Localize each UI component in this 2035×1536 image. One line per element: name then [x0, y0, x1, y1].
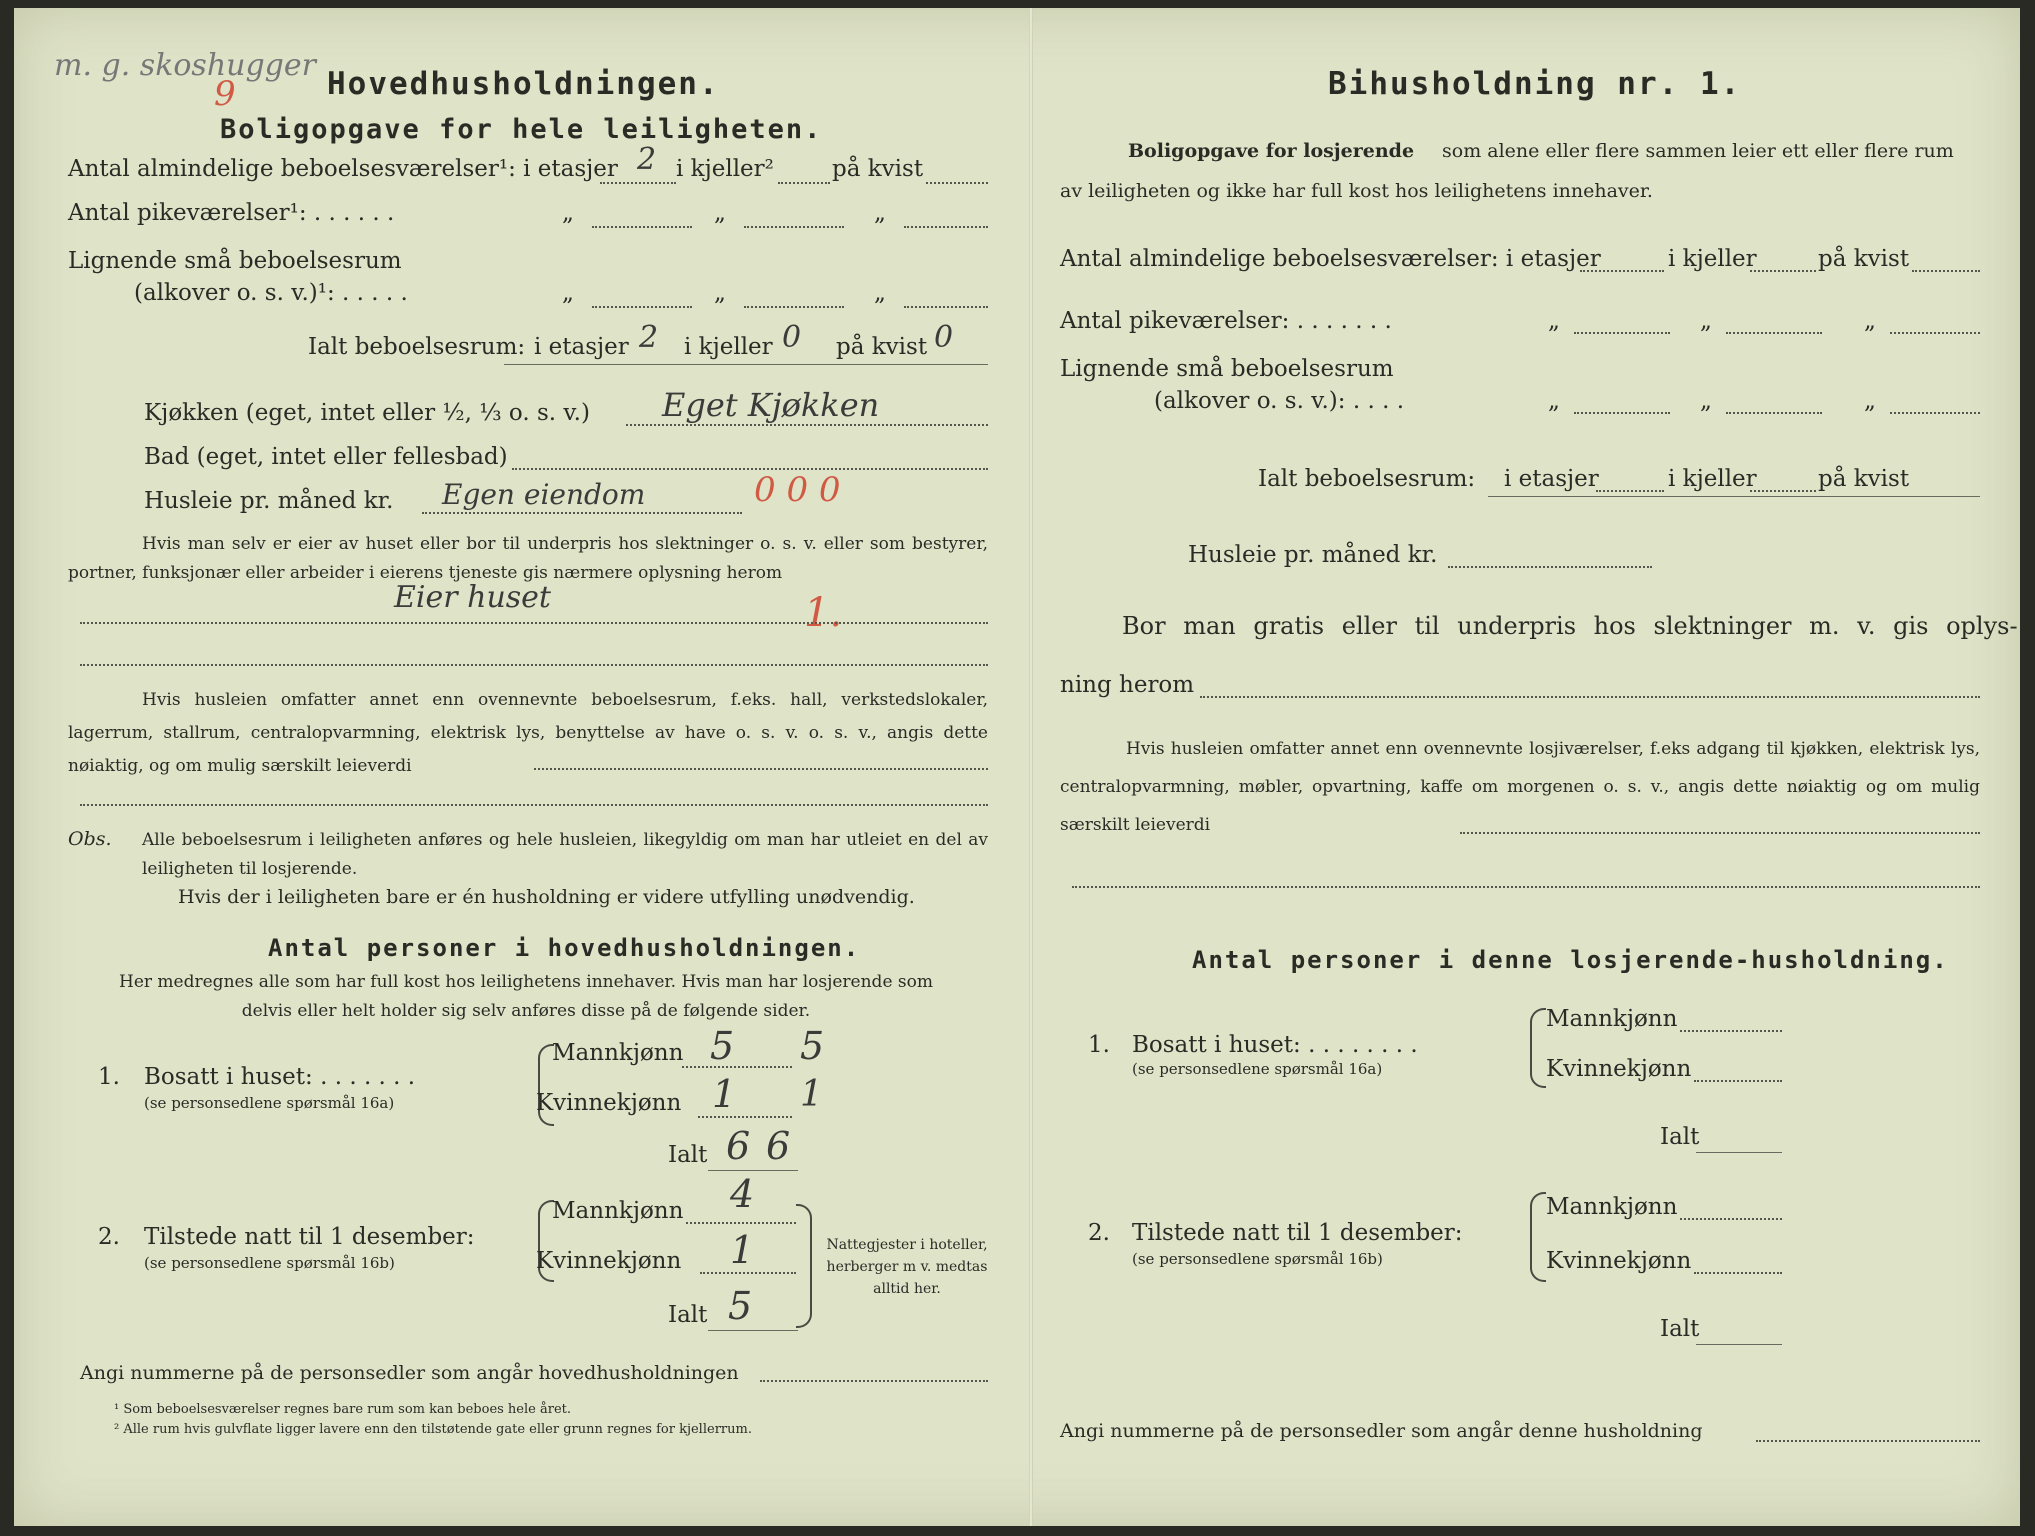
angi-text: Angi nummerne på de personsedler som angår hovedhusholdningen [80, 1362, 739, 1384]
q1-ialt-label: Ialt [668, 1142, 708, 1168]
ditto-mark: „ [1700, 388, 1712, 414]
ditto-mark: „ [874, 200, 886, 226]
q1-number: 1. [98, 1064, 120, 1090]
obs-text-2: Hvis der i leiligheten bare er én husholdning er videre utfylling unødvendig. [178, 886, 915, 908]
ditto-mark: „ [1864, 388, 1876, 414]
kvist-label: på kvist [832, 156, 924, 182]
ditto-mark: „ [1548, 308, 1560, 334]
eier-red-annotation: 1. [804, 590, 843, 636]
right-husleie-label: Husleie pr. måned kr. [1188, 542, 1438, 568]
right-persons-title: Antal personer i denne losjerende-husholdning. [1192, 946, 1949, 974]
q2-label: Tilstede natt til 1 desember: [144, 1224, 475, 1250]
q1-mann-value[interactable]: 5 [710, 1024, 735, 1068]
q2-mann-value[interactable]: 4 [730, 1172, 755, 1216]
q2-kvinne-value[interactable]: 1 [730, 1228, 755, 1272]
right-title: Bihusholdning nr. 1. [1328, 66, 1742, 102]
right-q2-kvinne-label: Kvinnekjønn [1546, 1248, 1692, 1274]
annotation-number: 9 [214, 74, 236, 114]
pike-label: Antal pikeværelser¹: . . . . . . [68, 200, 395, 226]
q1-ialt-extra: 6 [766, 1124, 791, 1168]
ialt-rooms-label: Ialt beboelsesrum: [308, 334, 526, 360]
q1-kvinne-label: Kvinnekjønn [536, 1090, 682, 1116]
persons-text: Her medregnes alle som har full kost hos leilighetens innehaver. Hvis man har losjerende som delvis eller helt holder sig selv anføres disse på de følgende sider. [119, 972, 933, 1021]
right-alkover-label: (alkover o. s. v.): . . . . [1154, 388, 1405, 414]
omfatter-instructions: Hvis husleien omfatter annet enn ovennevnte beboelsesrum, f.eks. hall, verkstedslokaler, lagerrum, stallrum, centralopvarmning, elektrisk lys, benyttelse av have o. s. v. o. s. v., angis dette nøiaktig, og om mulig særskilt leieverdi [68, 690, 988, 776]
obs-text: Alle beboelsesrum i leiligheten anføres og hele husleien, likegyldig om man har utleiet en del av leiligheten til losjerende. [142, 830, 988, 879]
footnote-1: ¹ Som beboelsesværelser regnes bare rum som kan beboes hele året. [114, 1402, 571, 1417]
right-q2-mann-label: Mannkjønn [1546, 1194, 1678, 1220]
right-q2-sublabel: (se personsedlene spørsmål 16b) [1132, 1250, 1383, 1268]
husleie-value[interactable]: Egen eiendom [442, 478, 646, 511]
gratis-text-2: ning herom [1060, 672, 1195, 698]
persons-title: Antal personer i hovedhusholdningen. [268, 934, 861, 962]
right-lignende-label: Lignende små beboelsesrum [1060, 356, 1394, 382]
right-q1-brace [1530, 1008, 1546, 1088]
ialt-kjeller-label: i kjeller [684, 334, 773, 360]
q1-sublabel: (se personsedlene spørsmål 16a) [144, 1094, 395, 1112]
ialt-kjeller-value[interactable]: 0 [782, 320, 802, 355]
intro-bold: Boligopgave for losjerende [1128, 140, 1415, 162]
eier-instructions: Hvis man selv er eier av huset eller bor til underpris hos slektninger o. s. v. eller som bestyrer, portner, funksjonær eller arbeider i eierens tjeneste gis nærmere oplysning herom [68, 534, 988, 583]
ialt-kvist-value[interactable]: 0 [934, 320, 954, 355]
page-fold [1029, 8, 1033, 1526]
intro-rest: som alene eller flere sammen leier ett eller flere rum [1442, 140, 1954, 162]
intro-line-2: av leiligheten og ikke har full kost hos leilighetens innehaver. [1060, 180, 1653, 202]
rooms-etasjer-value[interactable]: 2 [637, 142, 657, 177]
q2-number: 2. [98, 1224, 120, 1250]
nattegjester-note: Nattegjester i hoteller, herberger m v. medtas alltid her. [826, 1237, 988, 1297]
right-q1-ialt-label: Ialt [1660, 1124, 1700, 1150]
q2-kvinne-label: Kvinnekjønn [536, 1248, 682, 1274]
q2-mann-label: Mannkjønn [552, 1198, 684, 1224]
q1-ialt-value[interactable]: 6 [726, 1124, 751, 1168]
ditto-mark: „ [1700, 308, 1712, 334]
ditto-mark: „ [874, 280, 886, 306]
page-title: Hovedhusholdningen. [327, 66, 720, 102]
right-rooms-label: Antal almindelige beboelsesværelser: i etasjer [1060, 246, 1601, 272]
q2-ialt-value[interactable]: 5 [728, 1284, 753, 1328]
q1-kvinne-value[interactable]: 1 [712, 1072, 737, 1116]
eier-value[interactable]: Eier huset [394, 580, 551, 615]
right-ialt-label: Ialt beboelsesrum: [1258, 466, 1476, 492]
right-q1-kvinne-label: Kvinnekjønn [1546, 1056, 1692, 1082]
ditto-mark: „ [1548, 388, 1560, 414]
lignende-label: Lignende små beboelsesrum [68, 248, 402, 274]
right-q2-number: 2. [1088, 1220, 1110, 1246]
right-ialt-kjeller-label: i kjeller [1668, 466, 1757, 492]
page-subtitle: Boligopgave for hele leiligheten. [220, 114, 823, 145]
right-q1-label: Bosatt i huset: . . . . . . . . [1132, 1032, 1418, 1058]
right-ialt-kvist-label: på kvist [1818, 466, 1910, 492]
ialt-etasjer-label: i etasjer [534, 334, 629, 360]
q2-right-brace [796, 1204, 812, 1328]
census-form-sheet [14, 8, 2020, 1526]
husleie-label: Husleie pr. måned kr. [144, 488, 394, 514]
right-q1-mann-label: Mannkjønn [1546, 1006, 1678, 1032]
kjokken-label: Kjøkken (eget, intet eller ½, ⅓ o. s. v.) [144, 400, 590, 426]
q2-sublabel: (se personsedlene spørsmål 16b) [144, 1254, 395, 1272]
rooms-label: Antal almindelige beboelsesværelser¹: i etasjer [68, 156, 618, 182]
ditto-mark: „ [562, 200, 574, 226]
right-q1-number: 1. [1088, 1032, 1110, 1058]
ditto-mark: „ [714, 200, 726, 226]
right-kvist-label: på kvist [1818, 246, 1910, 272]
right-q2-ialt-label: Ialt [1660, 1316, 1700, 1342]
q1-kvinne-extra: 1 [800, 1074, 823, 1115]
ditto-mark: „ [1864, 308, 1876, 334]
q1-label: Bosatt i huset: . . . . . . . [144, 1064, 416, 1090]
right-omfatter-instructions: Hvis husleien omfatter annet enn ovennevnte losjiværelser, f.eks adgang til kjøkken, elektrisk lys, centralopvarmning, møbler, opvartning, kaffe om morgenen o. s. v., angis dette nøiaktig og om mulig særskilt leieverdi [1060, 739, 1980, 835]
kjokken-value[interactable]: Eget Kjøkken [662, 386, 880, 424]
bad-label: Bad (eget, intet eller fellesbad) [144, 444, 508, 470]
footnote-2: ² Alle rum hvis gulvflate ligger lavere enn den tilstøtende gate eller grunn regnes for kjellerrum. [114, 1422, 752, 1437]
right-q2-label: Tilstede natt til 1 desember: [1132, 1220, 1463, 1246]
right-q2-brace [1530, 1192, 1546, 1282]
kjeller-label: i kjeller² [676, 156, 774, 182]
right-pike-label: Antal pikeværelser: . . . . . . . [1060, 308, 1392, 334]
gratis-text: Bor man gratis eller til underpris hos slektninger m. v. gis oplys- [1122, 612, 2018, 640]
q1-mann-extra: 5 [800, 1024, 825, 1068]
ditto-mark: „ [562, 280, 574, 306]
annotation-topleft: m. g. skoshugger [54, 48, 316, 83]
right-kjeller-label: i kjeller [1668, 246, 1757, 272]
right-angi-text: Angi nummerne på de personsedler som angår denne husholdning [1060, 1420, 1703, 1442]
ialt-kvist-label: på kvist [836, 334, 928, 360]
q1-mann-label: Mannkjønn [552, 1040, 684, 1066]
husleie-red-annotation: 0 0 0 [754, 470, 841, 510]
alkover-label: (alkover o. s. v.)¹: . . . . . [134, 280, 408, 306]
obs-label: Obs. [68, 828, 112, 850]
right-q1-sublabel: (se personsedlene spørsmål 16a) [1132, 1060, 1383, 1078]
ialt-etasjer-value[interactable]: 2 [639, 320, 659, 355]
right-ialt-etasjer-label: i etasjer [1504, 466, 1599, 492]
q2-ialt-label: Ialt [668, 1302, 708, 1328]
ditto-mark: „ [714, 280, 726, 306]
